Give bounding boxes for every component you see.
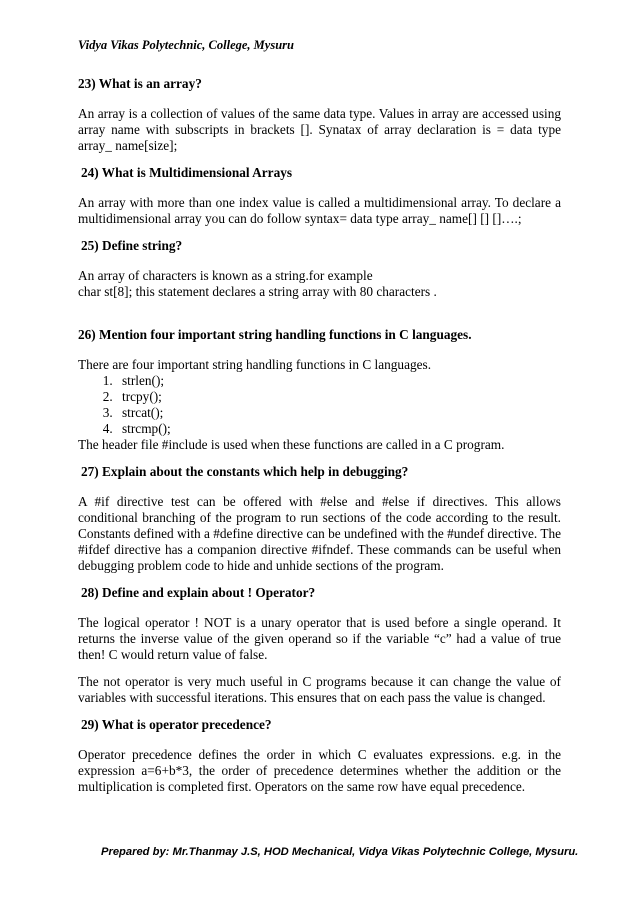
answer-28-paragraph-1: The logical operator ! NOT is a unary operator that is used before a single operand. It returns the inverse value of the given operand so if the variable “c” had a value of true then! C would return value of false. [78, 615, 561, 662]
question-29: 29) What is operator precedence? [81, 717, 272, 732]
answer-26-intro: There are four important string handling functions in C languages. [78, 357, 432, 372]
question-28: 28) Define and explain about ! Operator? [81, 585, 316, 600]
question-24: 24) What is Multidimensional Arrays [81, 165, 293, 180]
list-item: 2. trcpy(); [116, 389, 561, 405]
question-23: 23) What is an array? [78, 76, 202, 91]
function-list [78, 373, 561, 437]
list-item: 1. strlen(); [116, 373, 561, 389]
page-header: Vidya Vikas Polytechnic, College, Mysuru [78, 38, 294, 52]
question-27: 27) Explain about the constants which help in debugging? [81, 464, 409, 479]
answer-25-line-2: char st[8]; this statement declares a string array with 80 characters . [78, 284, 437, 299]
list-item: 3. strcat(); [116, 405, 561, 421]
list-item: 4. strcmp(); [116, 421, 561, 437]
answer-28-paragraph-2: The not operator is very much useful in C programs because it can change the value of variables with successful iterations. This ensures that on each pass the value is changed. [78, 674, 561, 705]
answer-26-outro: The header file #include is used when these functions are called in a C program. [78, 437, 505, 452]
answer-29: Operator precedence defines the order in which C evaluates expressions. e.g. in the expression a=6+b*3, the order of precedence determines whether the addition or the multiplication is completed first. Operators on the same row have equal precedence. [78, 747, 561, 794]
answer-26 [78, 357, 561, 453]
page-footer: Prepared by: Mr.Thanmay J.S, HOD Mechanical, Vidya Vikas Polytechnic College, Mysuru. [101, 846, 579, 858]
answer-25 [78, 268, 561, 300]
answer-25-line-1: An array of characters is known as a string.for example [78, 268, 373, 283]
answer-24: An array with more than one index value is called a multidimensional array. To declare a multidimensional array you can do follow syntax= data type array_ name[] [] []….; [78, 195, 561, 226]
question-25: 25) Define string? [81, 238, 183, 253]
question-26: 26) Mention four important string handling functions in C languages. [78, 327, 472, 342]
answer-27: A #if directive test can be offered with #else and #else if directives. This allows conditional branching of the program to run sections of the code according to the result. Constants defined with a #define directive can be undefined with the #undef directive. The #ifdef directive has a companion directive #ifndef. These commands can be useful when debugging problem code to hide and unhide sections of the program. [78, 494, 561, 573]
document-body [78, 76, 561, 806]
answer-23: An array is a collection of values of the same data type. Values in array are accessed using array name with subscripts in brackets []. Synatax of array declaration is = data type array_ name[size]; [78, 106, 561, 153]
